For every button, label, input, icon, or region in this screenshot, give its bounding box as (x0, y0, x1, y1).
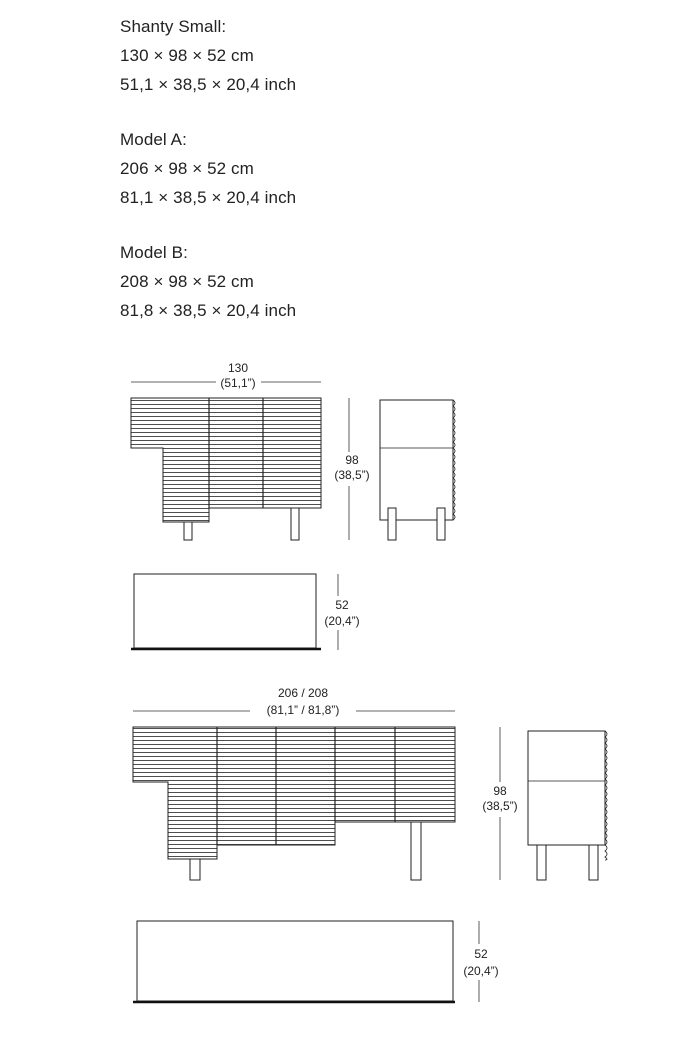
large-side-leg (537, 845, 546, 880)
large-width-in: (81,1” / 81,8”) (266, 703, 340, 717)
small-leg (184, 522, 192, 540)
large-side-leg (589, 845, 598, 880)
small-side-elevation (380, 400, 455, 540)
small-top-outline (134, 574, 316, 648)
spec-cm: 208 × 98 × 52 cm (120, 272, 254, 291)
small-side-leg (388, 508, 396, 540)
large-cabinet-front (133, 727, 455, 859)
spec-name: Model A: (120, 130, 187, 149)
small-front-elevation (131, 361, 321, 540)
large-leg (190, 859, 200, 880)
large-top-outline (137, 921, 453, 1001)
small-leg (291, 508, 299, 540)
large-side-body (528, 731, 605, 845)
small-width-cm: 130 (227, 361, 249, 375)
spec-inch: 81,8 × 38,5 × 20,4 inch (120, 301, 297, 320)
large-depth-cm: 52 (474, 947, 488, 961)
spec-name: Model B: (120, 243, 188, 262)
small-side-leg (437, 508, 445, 540)
large-leg (411, 822, 421, 880)
large-depth-in: (20,4”) (463, 964, 499, 978)
large-height-cm: 98 (493, 784, 507, 798)
spec-name: Shanty Small: (120, 17, 227, 36)
spec-inch: 51,1 × 38,5 × 20,4 inch (120, 75, 297, 94)
small-cabinet-front (131, 398, 321, 522)
small-depth-in: (20,4”) (324, 614, 360, 628)
small-side-body (380, 400, 453, 520)
small-top-plan (131, 574, 321, 649)
small-side-ribbed-edge (453, 400, 455, 520)
large-side-elevation (528, 731, 607, 880)
large-width-cm: 206 / 208 (277, 686, 329, 700)
small-height-in: (38,5”) (334, 468, 370, 482)
large-height-in: (38,5”) (482, 799, 518, 813)
small-width-in: (51,1”) (220, 376, 256, 390)
spec-cm: 130 × 98 × 52 cm (120, 46, 254, 65)
small-depth-cm: 52 (335, 598, 349, 612)
large-front-elevation (133, 686, 455, 880)
spec-cm: 206 × 98 × 52 cm (120, 159, 254, 178)
spec-inch: 81,1 × 38,5 × 20,4 inch (120, 188, 297, 207)
small-height-cm: 98 (345, 453, 359, 467)
large-top-plan (133, 921, 455, 1002)
